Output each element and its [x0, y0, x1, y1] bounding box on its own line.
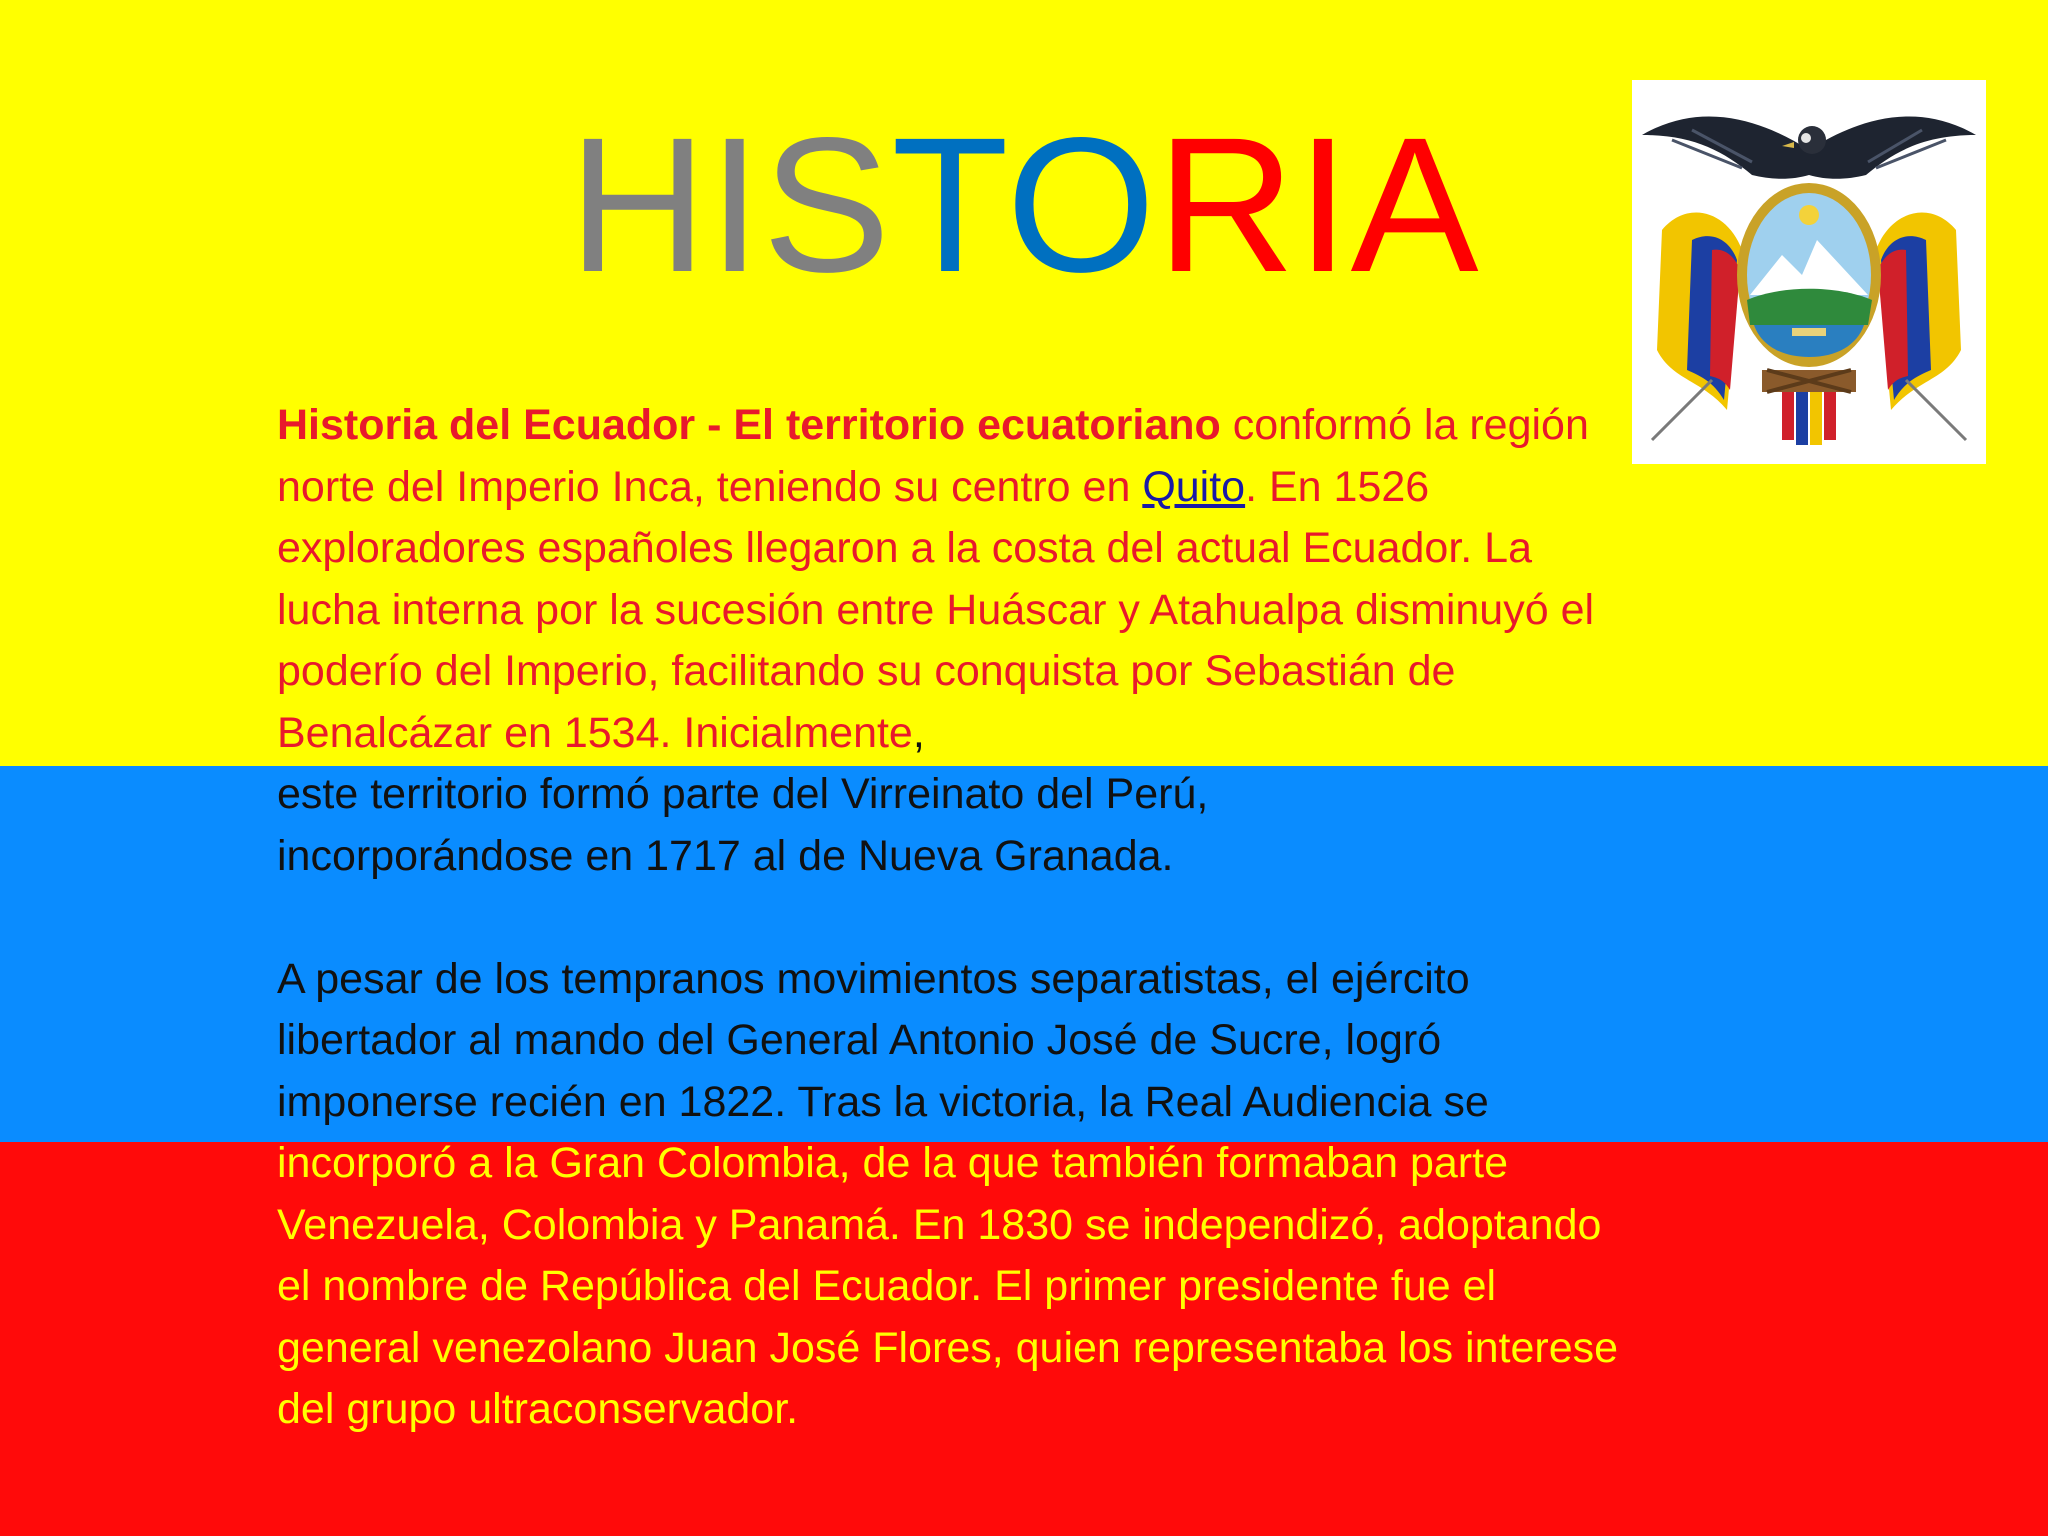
title-part-red: RIA	[1156, 97, 1480, 312]
paragraph-text-2: . En 1526 exploradores españoles llegaron a la costa del actual Ecuador. La lucha interna por la sucesión entre Huáscar y Atahualpa disminuyó el poderío del Imperio, facilitando su conquista por Sebastián de Benalcázar en 1534. Inicialmente	[277, 462, 1595, 757]
paragraph2-yellow-text: incorporó a la Gran Colombia, de la que también formaban parte Venezuela, Colombia y Panamá. En 1830 se independizó, adoptando el nombre de República del Ecuador. El primer presidente fue el general venezolano Juan José Flores, quien representaba los interese del grupo ultraconservador.	[277, 1139, 1619, 1433]
paragraph-comma: ,	[912, 708, 925, 757]
paragraph-line-granada: incorporándose en 1717 al de Nueva Granada.	[277, 831, 1174, 880]
paragraph-line-virreinato: este territorio formó parte del Virreinato del Perú,	[277, 770, 1209, 818]
ecuador-coat-of-arms-icon	[1632, 80, 1986, 464]
paragraph-bold-lead: Historia del Ecuador - El territorio ecuatoriano	[277, 401, 1221, 449]
title-part-gray: HIS	[568, 97, 892, 312]
paragraph-independence	[277, 949, 1637, 1441]
slide-body	[277, 395, 1637, 1441]
paragraph-history-intro	[277, 395, 1637, 887]
quito-link[interactable]: Quito	[1142, 462, 1246, 511]
title-part-blue: TO	[891, 97, 1157, 312]
paragraph-spacer	[277, 887, 1637, 949]
paragraph2-black-text: A pesar de los tempranos movimientos separatistas, el ejército libertador al mando del General Antonio José de Sucre, logró imponerse recién en 1822. Tras la victoria, la Real Audiencia se	[277, 954, 1489, 1126]
paragraph-text-1: conformó la región norte del Imperio Inca, teniendo su centro en	[277, 401, 1589, 511]
